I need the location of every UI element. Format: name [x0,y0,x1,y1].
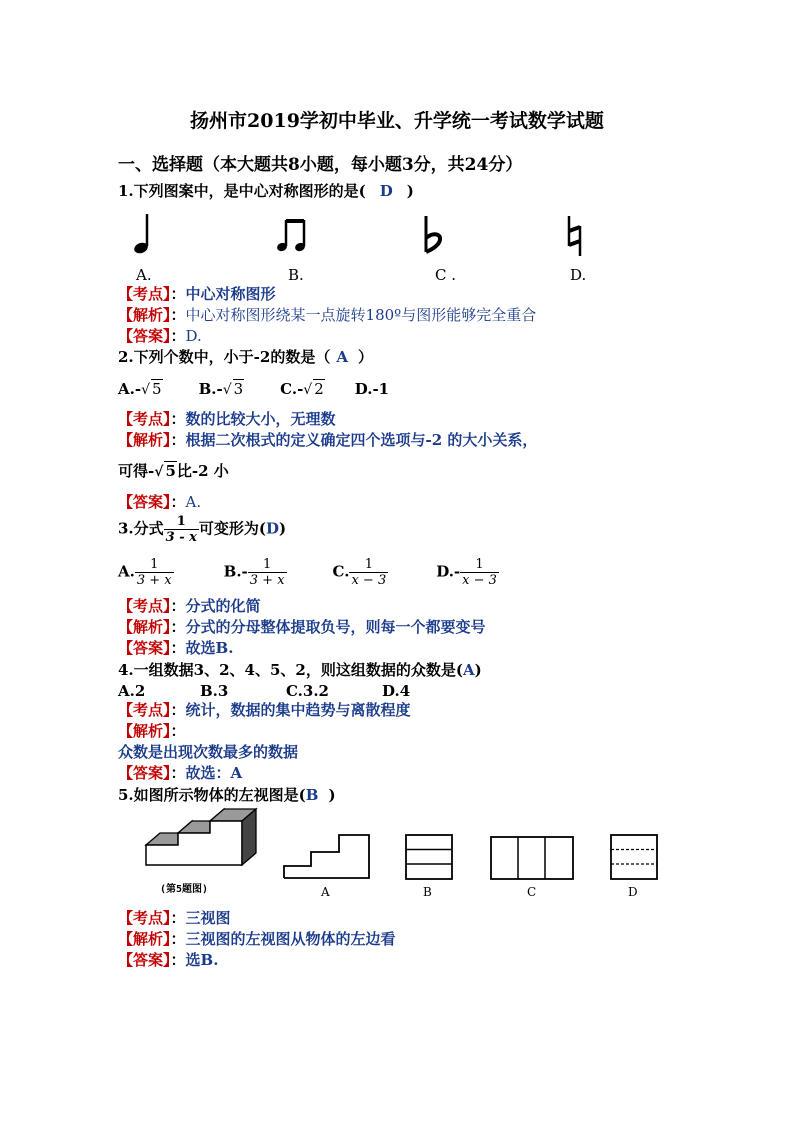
q4-stem: 4.一组数据3、2、4、5、2，则这组数据的众数是(A) [118,661,482,679]
q4-kaodian: 【考点】：统计，数据的集中趋势与离散程度 [118,701,411,719]
q4-option-a: A.2 [118,682,146,700]
q1-answer: D [379,182,393,200]
q5-daan: 【答案】：选B. [118,951,219,969]
q4-option-c: C.3.2 [286,682,329,700]
q4-daan: 【答案】：故选：A [118,764,243,782]
q5-kaodian: 【考点】：三视图 [118,909,231,927]
option-b-three-rows [405,834,453,880]
q3-daan: 【答案】：故选B. [118,639,234,657]
q3-fraction: $\frac{1}{3 - x}$ [165,514,197,545]
option-c-three-columns [490,836,574,880]
staircase-figure [138,815,268,880]
q2-kaodian: 【考点】：数的比较大小，无理数 [118,410,336,428]
q4-option-b: B.3 [200,682,229,700]
q4-option-d: D.4 [382,682,411,700]
q3-options: A. $\frac{1}{3 + x}$ B.- $\frac{1}{3 + x}$ C. $\frac{1}{x - 3}$ D.- $\frac{1}{x - 3}$ [118,557,497,588]
quarter-note-icon [130,212,160,256]
q5-jiexi: 【解析】：三视图的左视图从物体的左边看 [118,930,396,948]
q1-stem: 1.下列图案中，是中心对称图形的是( D ) [118,182,414,200]
q5-figure-caption: (第5题图) [160,884,209,895]
q2-options: A.-√ 5 B.-√ 3 C.-√ 2 D.-1 [118,380,390,398]
q2-daan: 【答案】：A. [118,493,202,511]
q1-option-d: D. [570,266,587,284]
q5-option-a: A [321,885,330,899]
option-d-dashed-rows [610,834,658,880]
q3-kaodian: 【考点】：分式的化简 [118,597,261,615]
q4-jiexi: 【解析】： [118,722,186,740]
q5-answer: B [305,786,319,804]
q3-answer: D [266,519,280,538]
flat-sign-icon [422,214,446,256]
eighth-notes-icon [276,216,310,256]
q5-stem: 5.如图所示物体的左视图是(B ) [118,786,336,804]
q2-jiexi-cont: 可得-√ 5比-2 小 [118,462,229,480]
q2-jiexi: 【解析】：根据二次根式的定义确定四个选项与-2 的大小关系， [118,431,538,449]
q1-jiexi: 【解析】：中心对称图形绕某一点旋转180º与图形能够完全重合 [118,306,537,324]
q5-option-c: C [527,885,537,899]
q1-option-c: C . [435,266,457,284]
q3-stem: 3.分式 $\frac{1}{3 - x}$ 可变形为(D) [118,514,287,545]
natural-sign-icon [565,214,585,258]
q1-daan: 【答案】：D. [118,327,202,345]
page-title: 扬州市2019学初中毕业、升学统一考试数学试题 [190,110,604,132]
q3-jiexi: 【解析】：分式的分母整体提取负号，则每一个都要变号 [118,618,486,636]
q2-answer: A [336,348,348,366]
section-heading: 一、选择题（本大题共8小题，每小题3分，共24分） [118,155,523,175]
q2-stem: 2.下列个数中，小于-2的数是（ A ） [118,348,373,366]
q1-kaodian: 【考点】：中心对称图形 [118,285,276,303]
option-a-stair-outline [283,832,371,880]
q1-option-b: B. [288,266,304,284]
q5-option-d: D [628,885,638,899]
q4-answer: A [462,661,475,679]
q4-jiexi-cont: 众数是出现次数最多的数据 [118,743,299,761]
q1-option-a: A. [136,266,152,284]
q5-option-b: B [423,885,432,899]
